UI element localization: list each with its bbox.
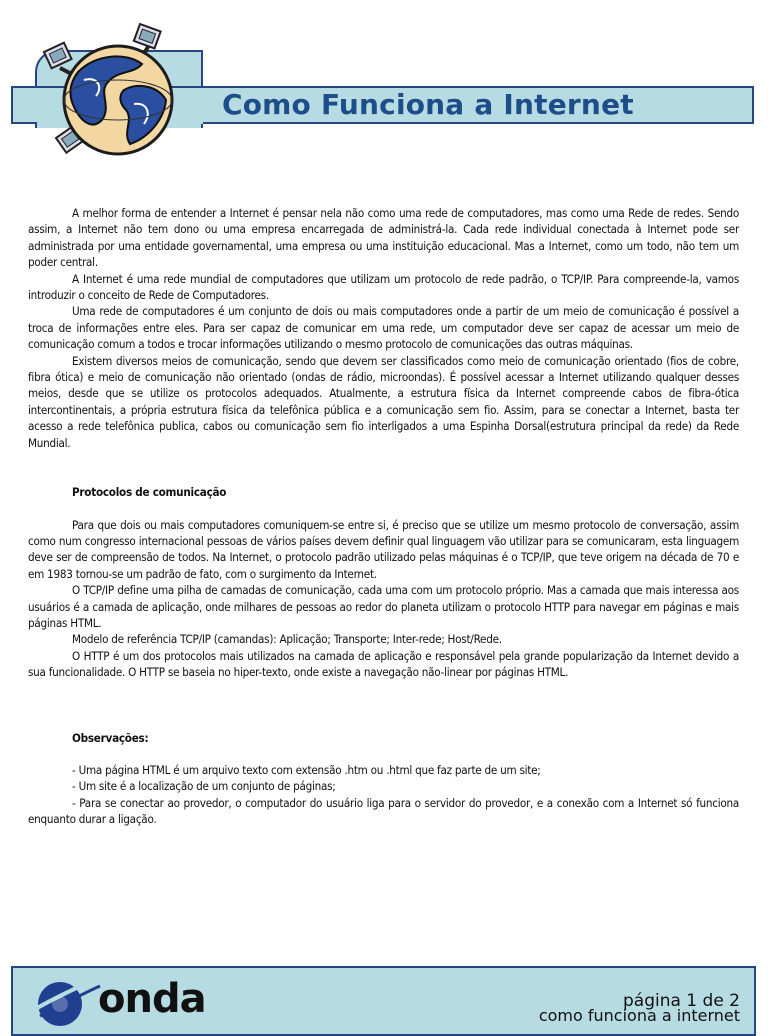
paragraph: O TCP/IP define uma pilha de camadas de comunicação, cada uma com um protocolo próprio. Mas a camada que mais interessa aos usuários é a camada de aplicação, onde milhares de pessoas ao redor do planeta utilizam o protocolo HTTP para navegar em páginas e mais páginas HTML. [28,583,739,630]
logo-wordmark: onda [98,976,206,1022]
section-heading-protocols: Protocolos de comunicação [72,485,227,500]
section-heading-observations: Observações: [72,730,149,745]
paragraph: Para que dois ou mais computadores comuniquem-se entre si, é preciso que se utilize um mesmo protocolo de conversação, assim como num congresso internacional pessoas de vários países devem definir qual linguagem vão utilizar para se comunicaram, esta linguagem deve ser de compreensão de todos. Na Internet, o protocolo padrão utilizado pelas máquinas é o TCP/IP, que teve origem na década de 70 e em 1983 tornou-se um padrão de fato, com o surgimento da Internet. [28,517,739,581]
page-title: Como Funciona a Internet [222,88,634,121]
footer-document-title: como funciona a internet [538,1006,740,1025]
article-body [28,205,739,828]
list-item: - Uma página HTML é um arquivo texto com extensão .htm ou .html que faz parte de um site; [72,762,541,777]
page-number: página 1 de 2 [622,991,740,1011]
paragraph: Uma rede de computadores é um conjunto de dois ou mais computadores onde a partir de um meio de comunicação é possível a troca de informações entre eles. Para ser capaz de comunicar em uma rede, um computador deve ser capaz de acessar um meio de comunicação comum a todos e trocar informações utilizando o mesmo protocolo de comunicações das outras máquinas. [28,304,739,352]
paragraph: Existem diversos meios de comunicação, sendo que devem ser classificados como meio de comunicação orientado (fios de cobre, fibra ótica) e meio de comunicação não orientado (ondas de rádio, microondas). É possível acessar a Internet utilizando qualquer desses meios, desde que se utilize os protocolos adequados. Atualmente, a estrutura física da Internet compreende cabos de fibra-ótica intercontinentais, a própria estrutura física da telefônica pública e a comunicação sem fio. Assim, para se conectar a Internet, basta ter acesso a rede telefônica publica, cabos ou comunicação sem fio interligados a uma Espinha Dorsal(estrutura principal da rede) da Rede Mundial. [28,353,739,450]
paragraph: Modelo de referência TCP/IP (camandas): Aplicação; Transporte; Inter-rede; Host/Rede. [72,632,502,647]
paragraph: A Internet é uma rede mundial de computadores que utilizam um protocolo de rede padrão, o TCP/IP. Para compreende-la, vamos introduzir o conceito de Rede de Computadores. [28,271,739,303]
globe-network-icon [38,20,198,170]
paragraph: O HTTP é um dos protocolos mais utilizados na camada de aplicação e responsável pela grande popularização da Internet devido a sua funcionalidade. O HTTP se baseia no hiper-texto, onde existe a navegação não-linear por páginas HTML. [28,648,739,680]
list-item: - Para se conectar ao provedor, o computador do usuário liga para o servidor do provedor, e a conexão com a Internet só funciona enquanto durar a ligação. [28,795,739,827]
list-item: - Um site é a localização de um conjunto de páginas; [72,779,336,794]
paragraph: A melhor forma de entender a Internet é pensar nela não como uma rede de computadores, mas como uma Rede de redes. Sendo assim, a Internet não tem dono ou uma empresa encarregada de administrá-la. Cada rede individual conectada à Internet pode ser administrada por uma entidade governamental, uma empresa ou uma instituição educacional. Mas a Internet, como um todo, não tem um poder central. [28,206,739,270]
onda-logo-icon [30,970,102,1028]
